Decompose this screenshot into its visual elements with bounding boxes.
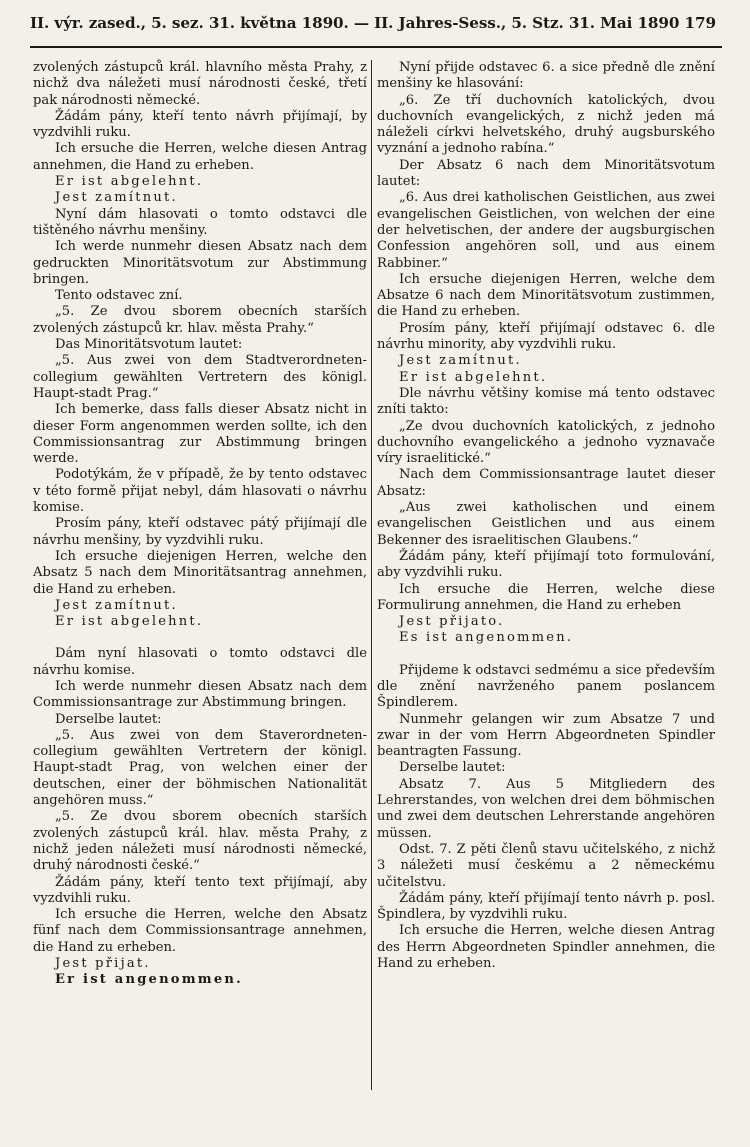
paragraph: Odst. 7. Z pěti členů stavu učitelského, z nichž 3 náležeti musí českému a 2 německému učitelstvu. — [377, 841, 715, 890]
paragraph: Absatz 7. Aus 5 Mitgliedern des Lehrerstandes, von welchen drei dem böhmischen und zwei dem deutschen Lehrerstande angehören müssen. — [377, 776, 715, 841]
paragraph: Derselbe lautet: — [399, 760, 506, 776]
paragraph: Das Minoritätsvotum lautet: — [55, 337, 243, 353]
paragraph: Dle návrhu většiny komise má tento odstavec zníti takto: — [377, 385, 715, 418]
paragraph: Er ist angenommen. — [55, 972, 243, 988]
paragraph-gap — [33, 630, 367, 646]
paragraph: Ich werde nunmehr diesen Absatz nach dem gedruckten Minoritätsvotum zur Abstimmung bringen. — [33, 239, 367, 287]
right-column — [377, 60, 715, 972]
paragraph-gap — [377, 647, 715, 663]
paragraph: Ich werde nunmehr diesen Absatz nach dem Commissionsantrage zur Abstimmung bringen. — [33, 678, 367, 711]
paragraph: Ich ersuche diejenigen Herren, welche den Absatz 5 nach dem Minoritätsantrag annehmen, die Hand zu erheben. — [33, 548, 367, 597]
paragraph: Ich ersuche die Herren, welche diesen Antrag des Herrn Abgeordneten Spindler annehmen, die Hand zu erheben. — [377, 923, 715, 972]
paragraph: Žádám pány, kteří tento text přijímají, aby vyzdvihli ruku. — [33, 874, 367, 906]
column-divider — [371, 60, 372, 1090]
left-column — [33, 60, 367, 989]
paragraph: Dám nyní hlasovati o tomto odstavci dle návrhu komise. — [33, 646, 367, 678]
header-rule — [30, 46, 722, 48]
paragraph: Prosím pány, kteří přijímají odstavec 6. dle návrhu minority, aby vyzdvihli ruku. — [377, 320, 715, 353]
paragraph: Jest zamítnut. — [55, 597, 178, 613]
paragraph: „Ze dvou duchovních katolických, z jednoho duchovního evangelického a jednoho vyznavače víry israelitické.“ — [377, 418, 715, 467]
paragraph: Prosím pány, kteří odstavec pátý přijímají dle návrhu menšiny, by vyzdvihli ruku. — [33, 516, 367, 548]
paragraph: Žádám pány, kteří přijímají tento návrh p. posl. Špindlera, by vyzdvihli ruku. — [377, 890, 715, 923]
paragraph: Ich ersuche die Herren, welche diese Formulirung annehmen, die Hand zu erheben — [377, 581, 715, 613]
paragraph: Er ist abgelehnt. — [399, 369, 548, 385]
paragraph: Er ist abgelehnt. — [55, 174, 204, 190]
paragraph: Ich ersuche diejenigen Herren, welche dem Absatze 6 nach dem Minoritätsvotum zustimmen, die Hand zu erheben. — [377, 271, 715, 320]
paragraph: Tento odstavec zní. — [55, 288, 183, 304]
paragraph: Nyní dám hlasovati o tomto odstavci dle tištěného návrhu menšiny. — [33, 206, 367, 238]
paragraph: „Aus zwei katholischen und einem evangelischen Geistlichen und aus einem Bekenner des israelitischen Glaubens.“ — [377, 500, 715, 548]
paragraph: „6. Aus drei katholischen Geistlichen, aus zwei evangelischen Geistlichen, von welchen der eine der helvetischen, der andere der augsburgischen Confession angehören soll, und aus einem Rabbiner.“ — [377, 190, 715, 271]
paragraph: „5. Aus zwei von dem Stadtverordneten-collegium gewählten Vertretern des königl. Haupt-stadt Prag.“ — [33, 353, 367, 401]
paragraph: Ich ersuche die Herren, welche diesen Antrag annehmen, die Hand zu erheben. — [33, 141, 367, 173]
paragraph: Jest zamítnut. — [399, 353, 522, 369]
paragraph: Ich ersuche die Herren, welche den Absatz fünf nach dem Commissionsantrage annehmen, die Hand zu erheben. — [33, 907, 367, 955]
paragraph: Jest přijat. — [55, 956, 151, 972]
paragraph: Es ist angenommen. — [399, 630, 574, 646]
paragraph: „5. Aus zwei von dem Staverordneten-collegium gewählten Vertretern der königl. Haupt-stadt Prag, von welchen einer der deutschen, einer der böhmischen Nationalität angehören muss.“ — [33, 727, 367, 809]
paragraph: „5. Ze dvou sborem obecních starších zvolených zástupců kr. hlav. města Prahy.“ — [33, 304, 367, 336]
paragraph: Er ist abgelehnt. — [55, 614, 204, 630]
paragraph: Ich bemerke, dass falls dieser Absatz nicht in dieser Form angenommen werden sollte, ich den Commissionsantrag zur Abstimmung bringen werde. — [33, 402, 367, 467]
paragraph: Žádám pány, kteří tento návrh přijímají, by vyzdvihli ruku. — [33, 108, 367, 141]
paragraph: „5. Ze dvou sborem obecních starších zvolených zástupců král. hlav. města Prahy, z nichž jeden náležeti musí národnosti německé, druhý národnosti české.“ — [33, 809, 367, 874]
paragraph: Der Absatz 6 nach dem Minoritätsvotum lautet: — [377, 157, 715, 190]
paragraph: Přijdeme k odstavci sedmému a sice především dle znění navrženého panem poslancem Špindlerem. — [377, 662, 715, 711]
paragraph: Nunmehr gelangen wir zum Absatze 7 und zwar in der vom Herrn Abgeordneten Spindler beantragten Fassung. — [377, 711, 715, 760]
paragraph: „6. Ze tří duchovních katolických, dvou duchovních evangelických, z nichž jeden má náleželi církvi helvetského, druhý augsburského vyznání a jednoho rabína.“ — [377, 92, 715, 157]
paragraph: Nyní přijde odstavec 6. a sice předně dle znění menšiny ke hlasování: — [377, 60, 715, 92]
paragraph: Jest přijato. — [399, 614, 505, 630]
paragraph: Nach dem Commissionsantrage lautet dieser Absatz: — [377, 467, 715, 499]
paragraph: Jest zamítnut. — [55, 190, 178, 206]
paragraph: Derselbe lautet: — [55, 711, 162, 727]
paragraph: Žádám pány, kteří přijímají toto formulování, aby vyzdvihli ruku. — [377, 548, 715, 581]
paragraph: Podotýkám, že v případě, že by tento odstavec v této formě přijat nebyl, dám hlasovati o návrhu komise. — [33, 467, 367, 516]
paragraph: zvolených zástupců král. hlavního města Prahy, z nichž dva náležeti musí národnosti české, třetí pak národnosti německé. — [33, 60, 367, 108]
page-header: II. výr. zased., 5. sez. 31. května 1890. — II. Jahres-Sess., 5. Stz. 31. Mai 1890 179 — [30, 14, 716, 32]
